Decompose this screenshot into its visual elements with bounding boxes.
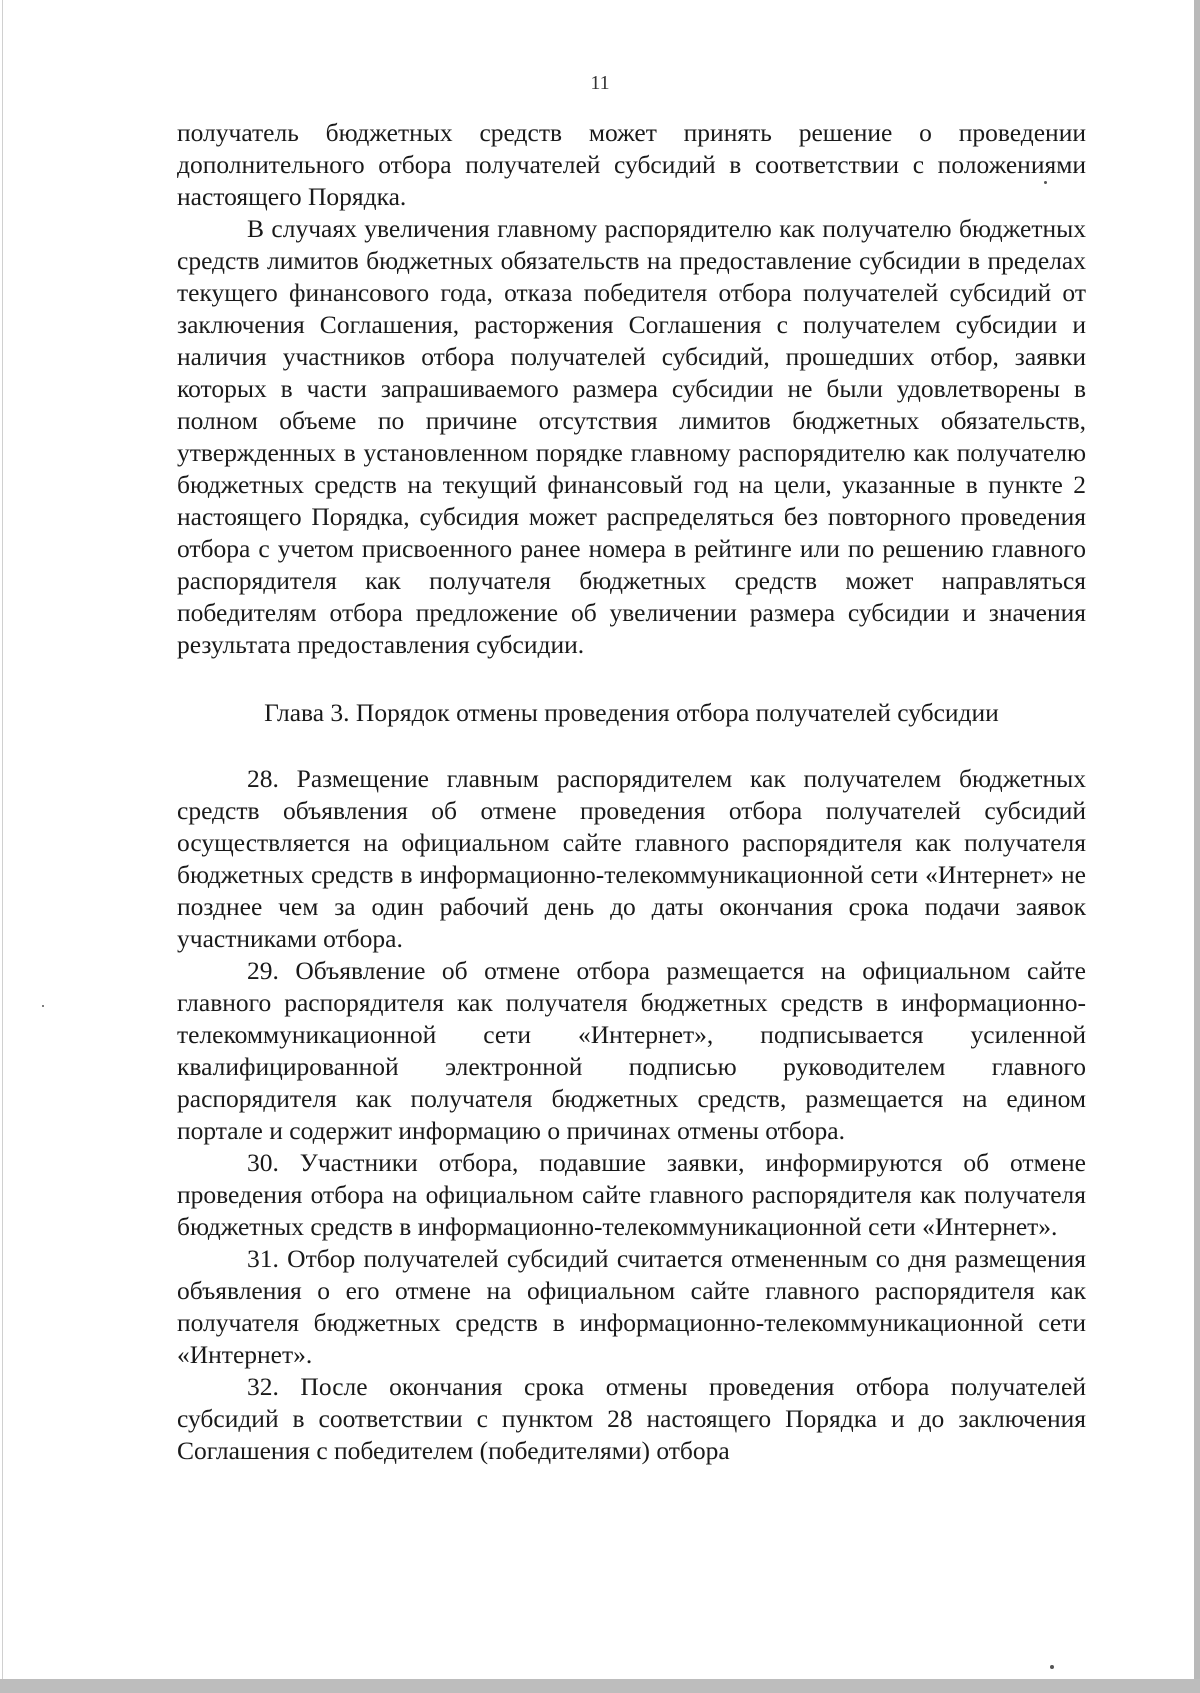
page-number: 11 <box>590 72 610 94</box>
paragraph: 28. Размещение главным распорядителем как получателем бюджетных средств объявления об отмене проведения отбора получателей субсидий осуществляется на официальном сайте главного распорядителя как получателя бюджетных средств в информационно-телекоммуникационной сети «Интернет» не позднее чем за один рабочий день до даты окончания срока подачи заявок участниками отбора. <box>177 764 1086 953</box>
chapter-heading: Глава 3. Порядок отмены проведения отбора получателей субсидии <box>264 698 999 727</box>
paragraph: 32. После окончания срока отмены проведения отбора получателей субсидий в соответствии с пунктом 28 настоящего Порядка и до заключения Соглашения с победителем (победителями) отбора <box>177 1372 1086 1465</box>
paragraph: 29. Объявление об отмене отбора размещается на официальном сайте главного распорядителя как получателя бюджетных средств в информационно-телекоммуникационной сети «Интернет», подписывается усиленной квалифицированной электронной подписью руководителем главного распорядителя как получателя бюджетных средств, размещается на едином портале и содержит информацию о причинах отмены отбора. <box>177 956 1086 1145</box>
scan-speck <box>1044 181 1047 184</box>
scan-left-edge <box>2 0 3 1680</box>
scan-speck <box>1050 1665 1054 1669</box>
paragraph: 30. Участники отбора, подавшие заявки, информируются об отмене проведения отбора на официальном сайте главного распорядителя как получателя бюджетных средств в информационно-телекоммуникационной сети «Интернет». <box>177 1148 1086 1241</box>
document-body <box>177 117 1086 1467</box>
scan-speck <box>42 1005 44 1007</box>
paragraph: В случаях увеличения главному распорядителю как получателю бюджетных средств лимитов бюджетных обязательств на предоставление субсидии в пределах текущего финансового года, отказа победителя отбора получателей субсидий от заключения Соглашения, расторжения Соглашения с получателем субсидии и наличия участников отбора получателей субсидий, прошедших отбор, заявки которых в части запрашиваемого размера субсидии не были удовлетворены в полном объеме по причине отсутствия лимитов бюджетных обязательств, утвержденных в установленном порядке главному распорядителю как получателю бюджетных средств на текущий финансовый год на цели, указанные в пункте 2 настоящего Порядка, субсидия может распределяться без повторного проведения отбора с учетом присвоенного ранее номера в рейтинге или по решению главного распорядителя как получателя бюджетных средств может направляться победителям отбора предложение об увеличении размера субсидии и значения результата предоставления субсидии. <box>177 214 1086 659</box>
scan-right-edge <box>1194 0 1200 1693</box>
paragraphs-after-heading <box>177 763 1086 1467</box>
paragraphs-before-heading <box>177 117 1086 661</box>
paragraph: 31. Отбор получателей субсидий считается отмененным со дня размещения объявления о его отмене на официальном сайте главного распорядителя как получателя бюджетных средств в информационно-телекоммуникационной сети «Интернет». <box>177 1244 1086 1369</box>
paragraph: получатель бюджетных средств может принять решение о проведении дополнительного отбора получателей субсидий в соответствии с положениями настоящего Порядка. <box>177 118 1086 211</box>
scan-bottom-edge <box>0 1679 1200 1693</box>
